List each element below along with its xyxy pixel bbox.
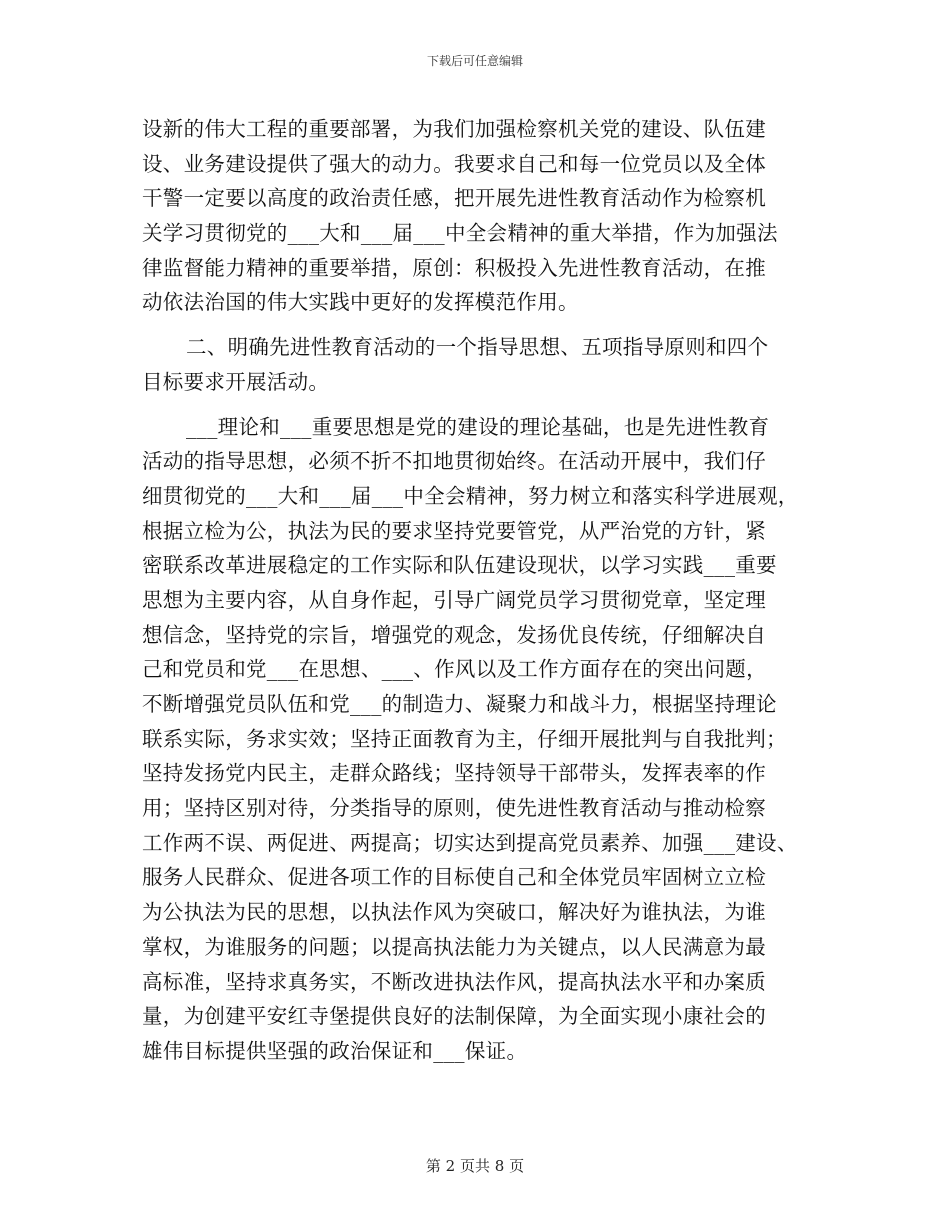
page-footer: 第 2 页共 8 页 <box>425 1157 525 1175</box>
text-line: 设、业务建设提供了强大的动力。我要求自己和每一位党员以及全体 <box>142 151 766 176</box>
text-line: 雄伟目标提供坚强的政治保证和___保证。 <box>142 1038 528 1063</box>
text-line: 动依法治国的伟大实践中更好的发挥模范作用。 <box>142 290 579 315</box>
text-line: 工作两不误、两促进、两提高；切实达到提高党员素养、加强___建设、 <box>142 830 798 855</box>
text-line: 量，为创建平安红寺堡提供良好的法制保障，为全面实现小康社会的 <box>142 1004 766 1029</box>
text-line: 联系实际，务求实效；坚持正面教育为主，仔细开展批判与自我批判； <box>142 726 787 751</box>
text-line: 高标准，坚持求真务实，不断改进执法作风，提高执法水平和办案质 <box>142 969 766 994</box>
text-line: 用；坚持区别对待，分类指导的原则，使先进性教育活动与推动检察 <box>142 796 766 821</box>
text-line: 细贯彻党的___大和___届___中全会精神，努力树立和落实科学进展观， <box>142 483 799 508</box>
paragraph-2 <box>142 330 842 399</box>
text-line: 坚持发扬党内民主，走群众路线；坚持领导干部带头，发挥表率的作 <box>142 761 766 786</box>
page-header: 下载后可任意编辑 <box>426 54 523 68</box>
text-line: 己和党员和党___在思想、___、作风以及工作方面存在的突出问题， <box>142 657 767 682</box>
text-line: 干警一定要以高度的政治责任感，把开展先进性教育活动作为检察机 <box>142 186 766 211</box>
document-body <box>142 112 842 1069</box>
text-line: 思想为主要内容，从自身作起，引导广阔党员学习贯彻党章，坚定理 <box>142 587 766 612</box>
text-line: 为公执法为民的思想，以执法作风为突破口，解决好为谁执法，为谁 <box>142 900 766 925</box>
text-line: 设新的伟大工程的重要部署，为我们加强检察机关党的建设、队伍建 <box>142 117 766 141</box>
section-heading-line: 目标要求开展活动。 <box>142 369 330 394</box>
paragraph-gap <box>142 400 842 410</box>
text-line: 活动的指导思想，必须不折不扣地贯彻始终。在活动开展中，我们仔 <box>142 449 766 474</box>
text-line: ___理论和___重要思想是党的建设的理论基础，也是先进性教育 <box>186 414 770 439</box>
paragraph-3 <box>142 410 842 1069</box>
paragraph-1 <box>142 112 842 320</box>
text-line: 密联系改革进展稳定的工作实际和队伍建设现状，以学习实践___重要 <box>142 553 777 578</box>
text-line: 不断增强党员队伍和党___的制造力、凝聚力和战斗力，根据坚持理论 <box>142 692 777 716</box>
section-heading-line: 二、明确先进性教育活动的一个指导思想、五项指导原则和四个 <box>186 335 769 360</box>
text-line: 想信念，坚持党的宗旨，增强党的观念，发扬优良传统，仔细解决自 <box>142 622 766 647</box>
text-line: 掌权，为谁服务的问题；以提高执法能力为关键点，以人民满意为最 <box>142 934 766 959</box>
text-line: 律监督能力精神的重要举措，原创：积极投入先进性教育活动，在推 <box>142 255 766 280</box>
text-line: 服务人民群众、促进各项工作的目标使自己和全体党员牢固树立立检 <box>142 865 766 890</box>
text-line: 关学习贯彻党的___大和___届___中全会精神的重大举措，作为加强法 <box>142 221 778 246</box>
text-line: 根据立检为公，执法为民的要求坚持党要管党，从严治党的方针，紧 <box>142 518 766 543</box>
paragraph-gap <box>142 320 842 330</box>
